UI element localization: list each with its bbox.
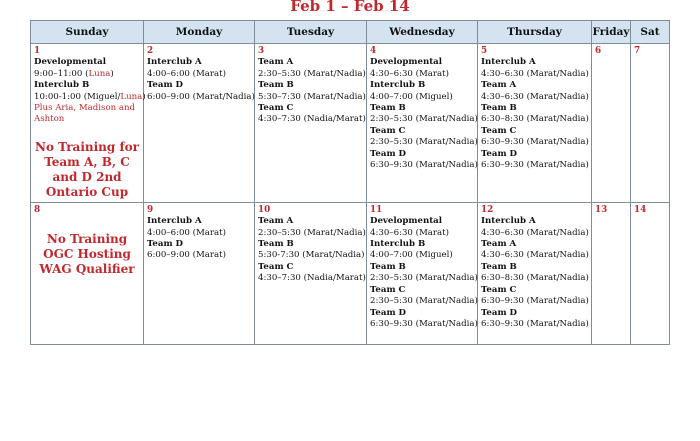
group-label: Team C bbox=[258, 261, 294, 272]
group-label: Interclub A bbox=[147, 216, 202, 227]
group-label: Team C bbox=[370, 125, 406, 136]
group-label: Team D bbox=[481, 307, 517, 318]
group-label: Team D bbox=[370, 148, 406, 159]
day-cell-11[interactable] bbox=[367, 202, 478, 344]
header-sunday: Sunday bbox=[31, 21, 144, 44]
group-label: Interclub A bbox=[481, 57, 536, 68]
group-label: Team B bbox=[370, 103, 406, 114]
group-label: Team D bbox=[147, 80, 183, 91]
header-row bbox=[31, 21, 670, 44]
session-time: 6:00–9:00 (Marat) bbox=[147, 250, 226, 261]
day-number: 5 bbox=[481, 46, 488, 56]
session-time: 4:30–6:30 (Marat/Nadia) bbox=[481, 227, 589, 238]
group-label: Team B bbox=[370, 261, 406, 272]
day-cell-10[interactable] bbox=[255, 202, 367, 344]
session-time: 2:30–5:30 (Marat/Nadia) bbox=[370, 296, 478, 307]
no-training-note: No Training for Team A, B, C and D 2nd Ontario Cup bbox=[35, 139, 139, 199]
group-label: Team B bbox=[481, 103, 517, 114]
group-label: Developmental bbox=[370, 216, 442, 227]
header-wednesday: Wednesday bbox=[367, 21, 478, 44]
day-cell-2[interactable] bbox=[144, 44, 255, 203]
day-cell-12[interactable] bbox=[478, 202, 592, 344]
header-thursday: Thursday bbox=[478, 21, 592, 44]
session-time: 2:30–5:30 (Marat/Nadia) bbox=[370, 273, 478, 284]
session-time: 2:30–5:30 (Marat/Nadia) bbox=[258, 68, 366, 79]
day-number: 13 bbox=[595, 204, 608, 215]
session-time: 4:30–6:30 (Marat) bbox=[370, 227, 449, 238]
session-time: 4:30–7:30 (Nadia/Marat) bbox=[258, 273, 366, 284]
day-number: 6 bbox=[595, 46, 602, 56]
page-title: Feb 1 – Feb 14 bbox=[290, 0, 410, 15]
session-time: 4:30–7:30 (Nadia/Marat) bbox=[258, 114, 366, 125]
group-label: Team B bbox=[258, 239, 294, 250]
session-time: 6:30–9:30 (Marat/Nadia) bbox=[370, 160, 478, 171]
group-label: Interclub B bbox=[370, 239, 426, 250]
header-tuesday: Tuesday bbox=[255, 21, 367, 44]
calendar-table bbox=[30, 20, 670, 345]
day-cell-14[interactable] bbox=[631, 202, 670, 344]
session-extra-note: Plus Aria, Madison and Ashton bbox=[34, 103, 136, 125]
session-time: 10:00-1:00 (Miguel/Luna) bbox=[34, 91, 146, 102]
day-cell-9[interactable] bbox=[144, 202, 255, 344]
group-label: Team D bbox=[370, 307, 406, 318]
session-time: 5:30–7:30 (Marat/Nadia) bbox=[258, 91, 366, 102]
day-number: 9 bbox=[147, 204, 154, 215]
session-time: 4:00–6:00 (Marat) bbox=[147, 68, 226, 79]
day-number: 14 bbox=[634, 204, 647, 215]
group-label: Team A bbox=[481, 239, 517, 250]
session-time: 6:00–9:00 (Marat/Nadia) bbox=[147, 91, 255, 102]
group-label: Team A bbox=[258, 216, 294, 227]
session-time: 5:30-7:30 (Marat/Nadia) bbox=[258, 250, 365, 261]
day-number: 2 bbox=[147, 46, 154, 56]
group-label: Interclub A bbox=[481, 216, 536, 227]
no-training-note: No Training OGC Hosting WAG Qualifier bbox=[39, 232, 135, 277]
group-label: Team A bbox=[258, 57, 294, 68]
day-number: 1 bbox=[34, 46, 41, 56]
day-cell-7[interactable] bbox=[631, 44, 670, 203]
day-number: 8 bbox=[34, 204, 41, 215]
week-row bbox=[31, 44, 670, 203]
group-label: Team C bbox=[481, 284, 517, 295]
session-time: 6:30–9:30 (Marat/Nadia) bbox=[481, 296, 589, 307]
header-saturday: Sat bbox=[631, 21, 670, 44]
session-time: 2:30–5:30 (Marat/Nadia) bbox=[370, 137, 478, 148]
session-time: 4:00–7:00 (Miguel) bbox=[370, 250, 453, 261]
group-label: Interclub A bbox=[147, 57, 202, 68]
group-label: Team A bbox=[481, 80, 517, 91]
group-label: Team B bbox=[258, 80, 294, 91]
session-time: 6:30–9:30 (Marat/Nadia) bbox=[481, 318, 589, 329]
day-number: 11 bbox=[370, 204, 383, 215]
day-number: 10 bbox=[258, 204, 271, 215]
day-cell-13[interactable] bbox=[592, 202, 631, 344]
group-label: Team D bbox=[481, 148, 517, 159]
group-label: Team C bbox=[370, 284, 406, 295]
day-cell-8[interactable] bbox=[31, 202, 144, 344]
week-row bbox=[31, 202, 670, 344]
session-time: 2:30–5:30 (Marat/Nadia) bbox=[370, 114, 478, 125]
group-label: Interclub B bbox=[34, 80, 90, 91]
group-label: Developmental bbox=[370, 57, 442, 68]
day-cell-1[interactable] bbox=[31, 44, 144, 203]
session-time: 6:30–9:30 (Marat/Nadia) bbox=[481, 160, 589, 171]
session-time: 4:30–6:30 (Marat) bbox=[370, 68, 449, 79]
day-cell-5[interactable] bbox=[478, 44, 592, 203]
group-label: Team C bbox=[258, 103, 294, 114]
group-label: Team B bbox=[481, 261, 517, 272]
group-label: Team C bbox=[481, 125, 517, 136]
session-time: 6:30–9:30 (Marat/Nadia) bbox=[370, 318, 478, 329]
session-time: 4:30–6:30 (Marat/Nadia) bbox=[481, 250, 589, 261]
session-time: 2:30–5:30 (Marat/Nadia) bbox=[258, 227, 366, 238]
day-number: 4 bbox=[370, 46, 377, 56]
session-time: 6:30–8:30 (Marat/Nadia) bbox=[481, 273, 589, 284]
day-cell-6[interactable] bbox=[592, 44, 631, 203]
group-label: Developmental bbox=[34, 57, 106, 68]
day-cell-3[interactable] bbox=[255, 44, 367, 203]
session-time: 6:30–8:30 (Marat/Nadia) bbox=[481, 114, 589, 125]
session-time: 4:00–7:00 (Miguel) bbox=[370, 91, 453, 102]
day-cell-4[interactable] bbox=[367, 44, 478, 203]
group-label: Interclub B bbox=[370, 80, 426, 91]
day-number: 7 bbox=[634, 46, 641, 56]
session-time: 9:00–11:00 (Luna) bbox=[34, 68, 114, 79]
header-monday: Monday bbox=[144, 21, 255, 44]
day-number: 12 bbox=[481, 204, 494, 215]
header-friday: Friday bbox=[592, 21, 631, 44]
session-time: 6:30–9:30 (Marat/Nadia) bbox=[481, 137, 589, 148]
group-label: Team D bbox=[147, 239, 183, 250]
session-time: 4:30–6:30 (Marat/Nadia) bbox=[481, 91, 589, 102]
session-time: 4:30–6:30 (Marat/Nadia) bbox=[481, 68, 589, 79]
day-number: 3 bbox=[258, 46, 265, 56]
session-time: 4:00–6:00 (Marat) bbox=[147, 227, 226, 238]
